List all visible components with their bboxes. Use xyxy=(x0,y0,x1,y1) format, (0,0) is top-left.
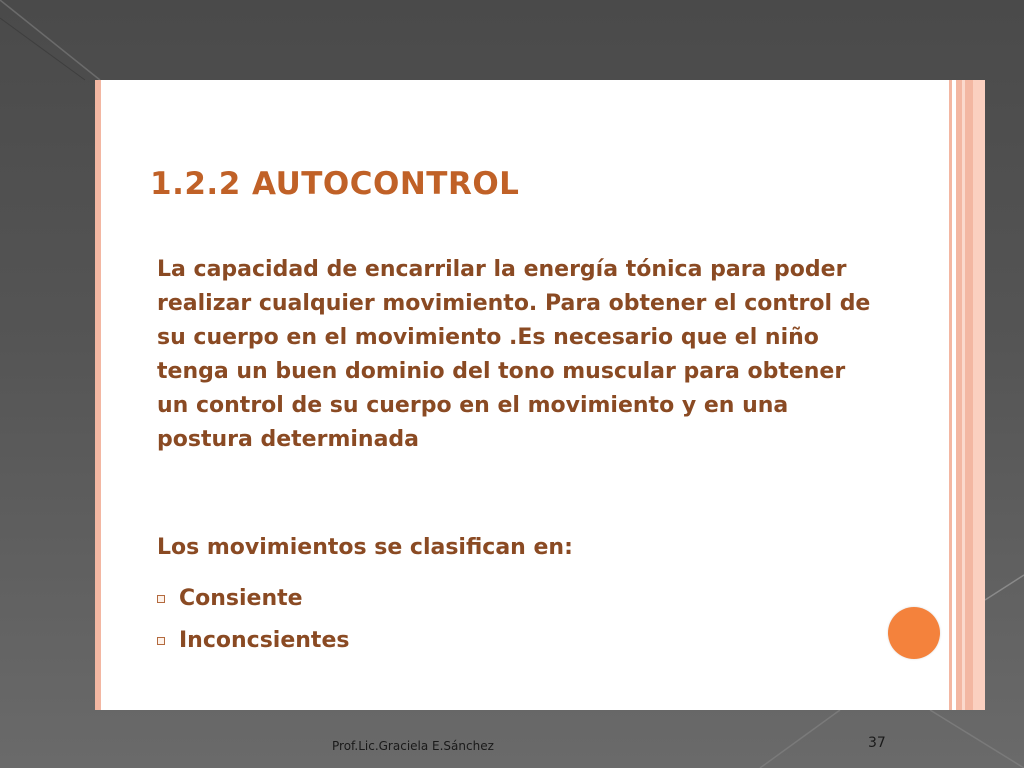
definition-paragraph: La capacidad de encarrilar la energía tónica para poder realizar cualquier movimiento. Para obtener el control de su cuerpo en el movimiento .Es necesario que el niño tenga un buen dominio del tono muscular para obtener un control de su cuerpo en el movimiento y en una postura determinada xyxy=(157,257,871,452)
slide-title: 1.2.2 AUTOCONTROL xyxy=(150,166,520,202)
orange-circle-decoration xyxy=(888,607,940,659)
movement-types-list xyxy=(157,577,349,661)
right-border-stripes xyxy=(945,80,985,710)
page-number: 37 xyxy=(868,735,886,751)
footer-author: Prof.Lic.Graciela E.Sánchez xyxy=(332,739,494,753)
list-item xyxy=(157,619,349,661)
slide-image xyxy=(95,80,985,710)
list-item-label: Consiente xyxy=(179,585,303,611)
square-bullet-icon xyxy=(157,595,165,603)
left-border-stripe xyxy=(95,80,101,710)
list-item-label: Inconcsientes xyxy=(179,627,350,653)
square-bullet-icon xyxy=(157,637,165,645)
classification-heading: Los movimientos se clasifican en: xyxy=(157,535,573,560)
list-item xyxy=(157,577,349,619)
